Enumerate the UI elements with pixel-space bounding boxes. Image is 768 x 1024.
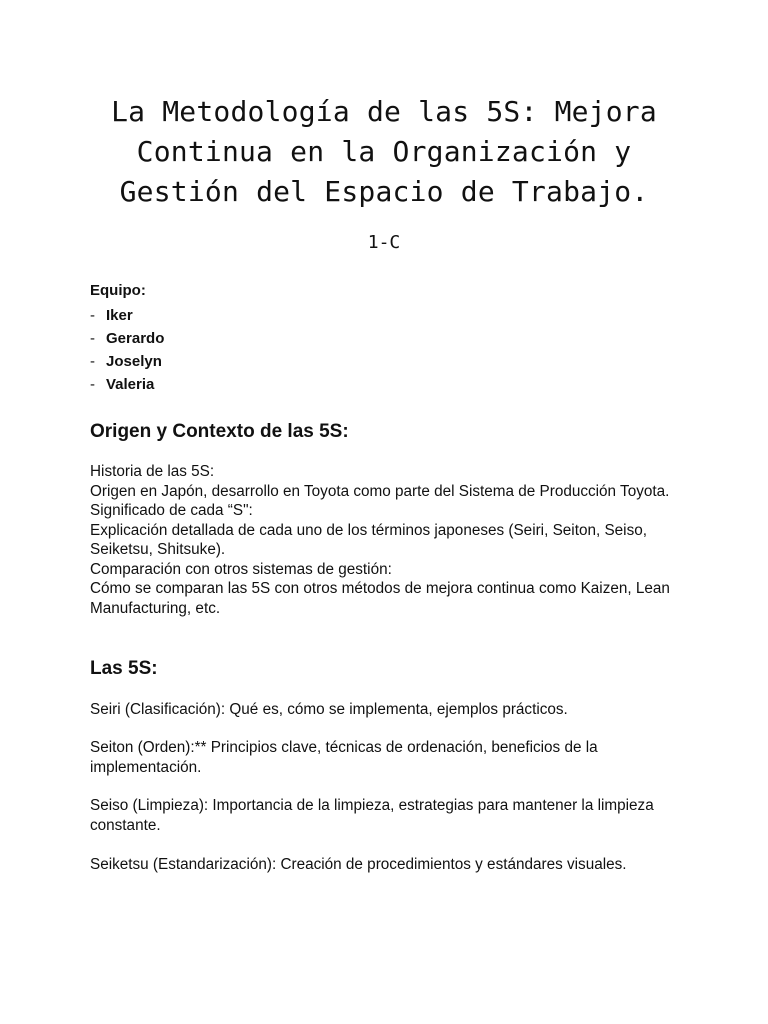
team-member	[90, 373, 690, 396]
list-bullet: -	[90, 376, 95, 393]
list-bullet: -	[90, 307, 95, 324]
document-subtitle: 1-C	[367, 232, 401, 253]
list-bullet: -	[90, 330, 95, 347]
body-line: Historia de las 5S:	[90, 463, 215, 480]
team-member-name: Joselyn	[106, 353, 162, 370]
body-line: Origen en Japón, desarrollo en Toyota como parte del Sistema de Producción Toyota.	[90, 482, 670, 500]
team-section	[90, 281, 690, 396]
body-line: Cómo se comparan las 5S con otros métodos de mejora continua como Kaizen, Lean Manufacturing, etc.	[90, 580, 670, 617]
list-bullet: -	[90, 353, 95, 370]
paragraph-seiso: Seiso (Limpieza): Importancia de la limpieza, estrategias para mantener la limpieza constante.	[90, 797, 654, 834]
team-list	[90, 304, 690, 396]
team-member-name: Valeria	[106, 376, 155, 393]
paragraph-seiton: Seiton (Orden):** Principios clave, técnicas de ordenación, beneficios de la implementación.	[90, 739, 598, 776]
body-line: Significado de cada “S":	[90, 502, 253, 519]
section-heading-las-5s: Las 5S:	[90, 658, 158, 679]
team-member	[90, 327, 690, 350]
document-title	[40, 92, 728, 212]
title-line-1: La Metodología de las 5S: Mejora	[111, 95, 657, 128]
body-line: Comparación con otros sistemas de gestión:	[90, 560, 392, 578]
section-body-origen	[90, 462, 690, 618]
paragraph-seiri: Seiri (Clasificación): Qué es, cómo se implementa, ejemplos prácticos.	[90, 701, 568, 718]
team-member	[90, 350, 690, 373]
team-member-name: Iker	[106, 307, 133, 324]
title-line-3: Gestión del Espacio de Trabajo.	[119, 175, 649, 208]
paragraph-seiketsu: Seiketsu (Estandarización): Creación de procedimientos y estándares visuales.	[90, 856, 627, 873]
team-member-name: Gerardo	[106, 330, 165, 347]
section-heading-origen: Origen y Contexto de las 5S:	[90, 421, 349, 442]
team-member	[90, 304, 690, 327]
body-line: Explicación detallada de cada uno de los términos japoneses (Seiri, Seiton, Seiso, Seiketsu, Shitsuke).	[90, 521, 647, 558]
team-label: Equipo:	[90, 282, 146, 299]
title-line-2: Continua en la Organización y	[136, 135, 632, 168]
